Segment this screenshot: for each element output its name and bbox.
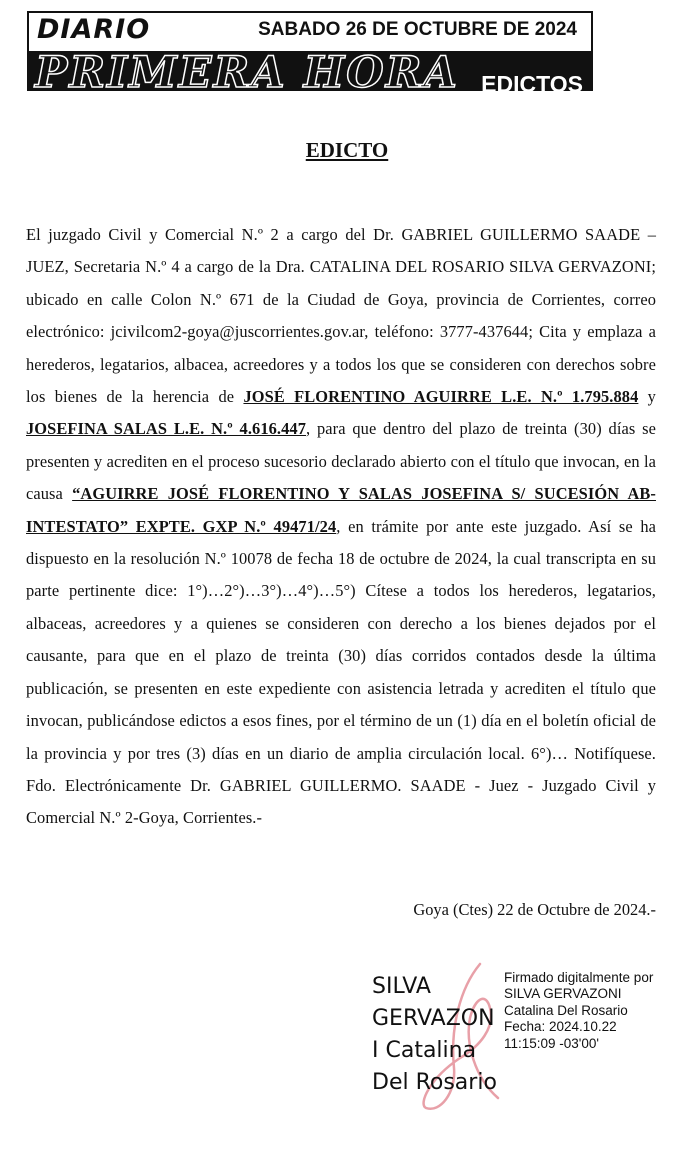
masthead-brand-small: DIARIO: [37, 14, 151, 45]
masthead: [27, 11, 593, 91]
deceased-name-2: JOSEFINA SALAS L.E. N.º 4.616.447: [26, 419, 306, 439]
deceased-name-1: JOSÉ FLORENTINO AGUIRRE L.E. N.º 1.795.884: [243, 387, 639, 407]
page-title: EDICTO: [305, 138, 389, 162]
body-conjunction: y: [638, 387, 656, 407]
case-title: “AGUIRRE JOSÉ FLORENTINO Y SALAS JOSEFINA S/ SUCESIÓN AB-INTESTATO” EXPTE. GXP N.º 49471/24: [26, 484, 656, 536]
masthead-brand-large: PRIMERA HORA: [35, 53, 459, 91]
body-text-2: , para que dentro del plazo de treinta (30) días se presenten y acrediten en el proceso sucesorio declarado abierto con el título que invocan, en la causa: [26, 419, 656, 504]
masthead-section: EDICTOS: [481, 71, 583, 91]
masthead-bottom-band: [27, 53, 593, 91]
edict-body: [26, 219, 656, 835]
place-date: Goya (Ctes) 22 de Octubre de 2024.-: [413, 900, 656, 919]
masthead-date: SABADO 26 DE OCTUBRE DE 2024: [258, 19, 577, 40]
body-text-3: , en trámite por ante este juzgado. Así se ha dispuesto en la resolución N.º 10078 de fecha 18 de octubre de 2024, la cual transcripta en su parte pertinente dice: 1°)…2°)…3°)…4°)…5°) Cítese a todos los herederos, legatarios, albaceas, acreedores y a quienes se consideren con derecho a los bienes dejados por el causante, para que en el plazo de treinta (30) días corridos contados desde la última publicación, se presenten en este expediente con asistencia letrada y acrediten el título que invocan, publicándose edictos a esos fines, por el término de un (1) día en el boletín oficial de la provincia y por tres (3) días en un diario de amplia circulación local. 6°)… Notifíquese. Fdo. Electrónicamente Dr. GABRIEL GUILLERMO. SAADE - Juez - Juzgado Civil y Comercial N.º 2-Goya, Corrientes.-: [26, 516, 657, 828]
signature-name: SILVA GERVAZON I Catalina Del Rosario: [372, 974, 497, 1095]
masthead-top-band: [27, 11, 593, 53]
body-text-1: El juzgado Civil y Comercial N.º 2 a cargo del Dr. GABRIEL GUILLERMO SAADE – JUEZ, Secretaria N.º 4 a cargo de la Dra. CATALINA DEL ROSARIO SILVA GERVAZONI; ubicado en calle Colon N.º 671 de la Ciudad de Goya, provincia de Corrientes, correo electrónico: jcivilcom2-goya@juscorrientes.gov.ar, teléfono: 3777-437644; Cita y emplaza a herederos, legatarios, albacea, acreedores y a todos los que se consideren con derechos sobre los bienes de la herencia de: [26, 225, 656, 407]
signature-detail: Firmado digitalmente por SILVA GERVAZONI Catalina Del Rosario Fecha: 2024.10.22 11:15:09 -03'00': [504, 970, 654, 1051]
